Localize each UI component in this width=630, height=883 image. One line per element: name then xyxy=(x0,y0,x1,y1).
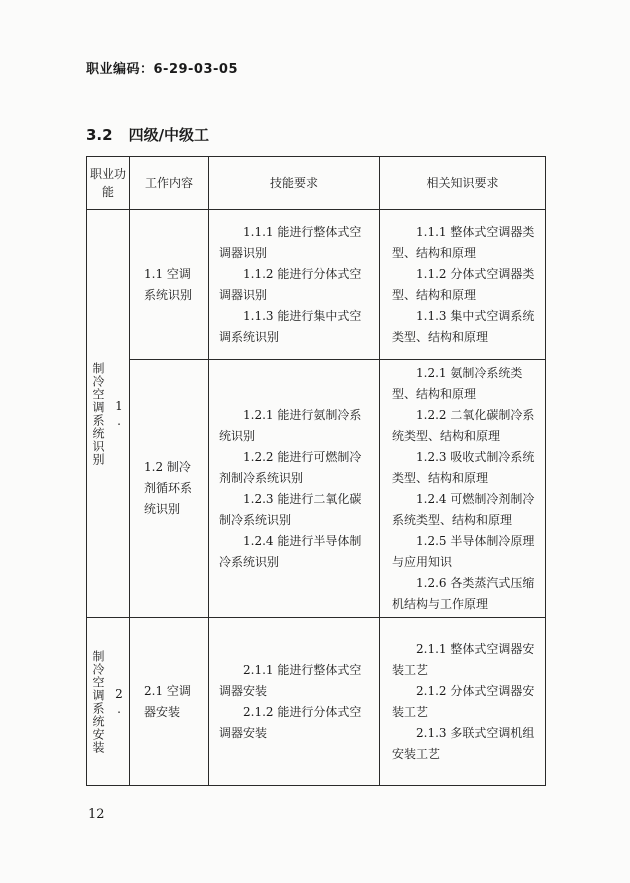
skills-table xyxy=(86,156,546,786)
function-text: 制冷空调系统安装 xyxy=(91,649,105,754)
header-knowledge-requirements: 相关知识要求 xyxy=(380,157,546,210)
knowledge-item: 1.1.3 集中式空调系统类型、结构和原理 xyxy=(392,308,535,344)
skill-item: 1.2.2 能进行可燃制冷剂制冷系统识别 xyxy=(219,449,362,485)
section-title: 四级/中级工 xyxy=(128,126,210,144)
header-function: 职业功能 xyxy=(87,157,130,210)
knowledge-item: 1.1.1 整体式空调器类型、结构和原理 xyxy=(392,224,535,260)
skill-item: 1.2.1 能进行氨制冷系统识别 xyxy=(219,407,362,443)
work-content-cell: 1.2 制冷剂循环系统识别 xyxy=(130,360,209,618)
table-row xyxy=(87,210,546,360)
knowledge-item: 1.2.5 半导体制冷原理与应用知识 xyxy=(392,533,535,569)
skill-cell xyxy=(209,210,380,360)
skill-item: 1.2.4 能进行半导体制冷系统识别 xyxy=(219,533,362,569)
section-number: 3.2 xyxy=(86,126,113,144)
occupation-code: 职业编码：6-29-03-05 xyxy=(86,62,239,77)
function-cell xyxy=(87,210,130,618)
header-skill-requirements: 技能要求 xyxy=(209,157,380,210)
knowledge-cell xyxy=(380,618,546,786)
knowledge-item: 1.1.2 分体式空调器类型、结构和原理 xyxy=(392,266,535,302)
knowledge-item: 2.1.2 分体式空调器安装工艺 xyxy=(392,683,535,719)
knowledge-item: 1.2.3 吸收式制冷系统类型、结构和原理 xyxy=(392,449,535,485)
knowledge-item: 1.2.6 各类蒸汽式压缩机结构与工作原理 xyxy=(392,575,535,611)
table-header-row xyxy=(87,157,546,210)
work-content-cell: 2.1 空调器安装 xyxy=(130,618,209,786)
skill-item: 1.2.3 能进行二氧化碳制冷系统识别 xyxy=(219,491,362,527)
skill-item: 2.1.1 能进行整体式空调器安装 xyxy=(219,662,362,698)
skill-cell xyxy=(209,618,380,786)
table-row xyxy=(87,360,546,618)
page-number: 12 xyxy=(88,807,105,822)
skill-item: 2.1.2 能进行分体式空调器安装 xyxy=(219,704,362,740)
skill-item: 1.1.3 能进行集中式空调系统识别 xyxy=(219,308,362,344)
knowledge-cell xyxy=(380,210,546,360)
header-work-content: 工作内容 xyxy=(130,157,209,210)
skill-item: 1.1.2 能进行分体式空调器识别 xyxy=(219,266,362,302)
section-heading xyxy=(86,124,209,145)
knowledge-item: 2.1.1 整体式空调器安装工艺 xyxy=(392,641,535,677)
function-number: 1. xyxy=(112,398,126,429)
function-number: 2. xyxy=(112,686,126,717)
knowledge-item: 1.2.2 二氧化碳制冷系统类型、结构和原理 xyxy=(392,407,535,443)
knowledge-cell xyxy=(380,360,546,618)
table-row xyxy=(87,618,546,786)
knowledge-item: 1.2.4 可燃制冷剂制冷系统类型、结构和原理 xyxy=(392,491,535,527)
knowledge-item: 2.1.3 多联式空调机组安装工艺 xyxy=(392,725,535,761)
work-content-cell: 1.1 空调系统识别 xyxy=(130,210,209,360)
function-text: 制冷空调系统识别 xyxy=(91,361,105,466)
knowledge-item: 1.2.1 氨制冷系统类型、结构和原理 xyxy=(392,365,523,401)
skill-cell xyxy=(209,360,380,618)
skill-item: 1.1.1 能进行整体式空调器识别 xyxy=(219,224,362,260)
function-cell xyxy=(87,618,130,786)
